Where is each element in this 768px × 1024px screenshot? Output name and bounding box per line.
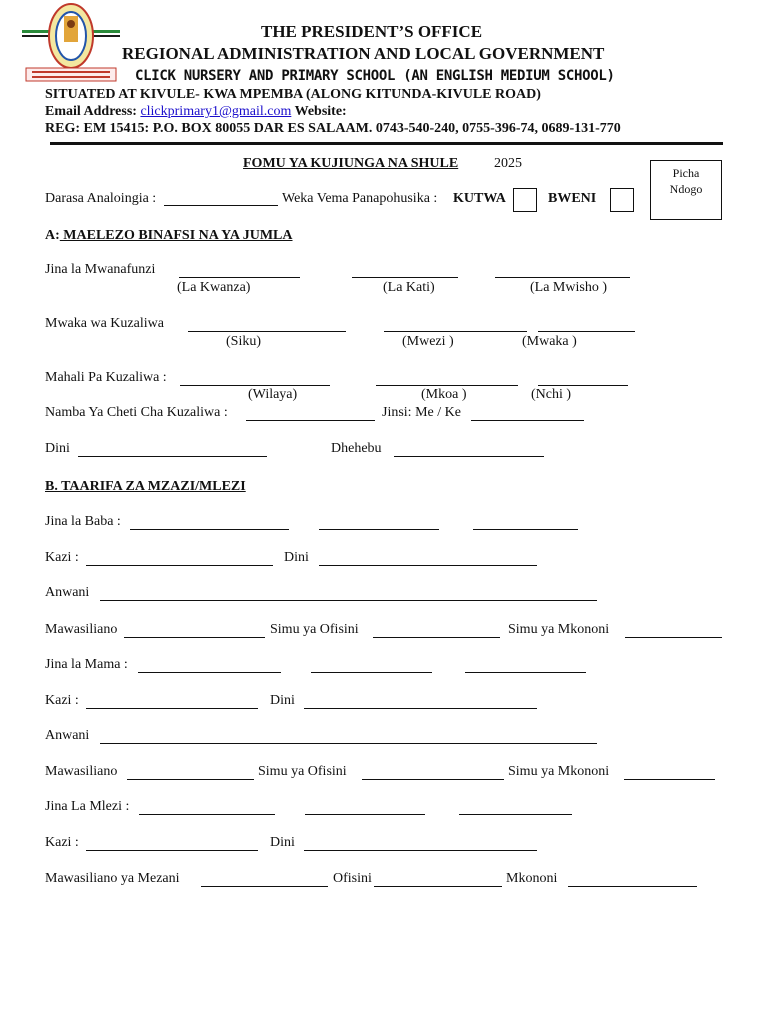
father-name-field-1[interactable] xyxy=(130,529,289,530)
middle-name-field[interactable] xyxy=(352,277,458,278)
mother-name-field-1[interactable] xyxy=(138,672,281,673)
mark-label: Weka Vema Panapohusika : xyxy=(282,191,438,206)
website-label: Website: xyxy=(294,104,347,119)
father-office-phone-label: Simu ya Ofisini xyxy=(270,622,359,637)
gender-field[interactable] xyxy=(471,420,584,421)
mother-mobile-field[interactable] xyxy=(624,779,715,780)
header-school: CLICK NURSERY AND PRIMARY SCHOOL (AN ENGLISH MEDIUM SCHOOL) xyxy=(135,68,615,84)
mother-office-phone-label: Simu ya Ofisini xyxy=(258,764,347,779)
guardian-mobile-field[interactable] xyxy=(568,886,697,887)
first-name-field[interactable] xyxy=(179,277,300,278)
middle-name-caption: (La Kati) xyxy=(383,280,435,295)
guardian-job-field[interactable] xyxy=(86,850,258,851)
birth-year-field[interactable] xyxy=(538,331,635,332)
guardian-label: Jina La Mlezi : xyxy=(45,799,130,814)
mother-label: Jina la Mama : xyxy=(45,657,128,672)
header-ministry: REGIONAL ADMINISTRATION AND LOCAL GOVERNMENT xyxy=(122,44,605,63)
country-caption: (Nchi ) xyxy=(531,387,572,402)
guardian-name-field-1[interactable] xyxy=(139,814,275,815)
denomination-label: Dhehebu xyxy=(331,441,382,456)
father-address-field[interactable] xyxy=(100,600,597,601)
header-situated: SITUATED AT KIVULE- KWA MPEMBA (ALONG KITUNDA-KIVULE ROAD) xyxy=(45,87,541,102)
father-mobile-field[interactable] xyxy=(625,637,722,638)
guardian-office-label: Ofisini xyxy=(333,871,372,886)
header-divider xyxy=(50,142,723,145)
form-title-text: FOMU YA KUJIUNGA NA SHULE xyxy=(243,156,459,171)
father-contact-label: Mawasiliano xyxy=(45,622,118,637)
birth-month-caption: (Mwezi ) xyxy=(402,334,454,349)
mother-address-label: Anwani xyxy=(45,728,90,743)
father-address-label: Anwani xyxy=(45,585,90,600)
father-mobile-label: Simu ya Mkononi xyxy=(508,622,610,637)
school-logo xyxy=(22,2,120,82)
father-contact-field[interactable] xyxy=(124,637,265,638)
region-field[interactable] xyxy=(376,385,518,386)
header-reg: REG: EM 15415: P.O. BOX 80055 DAR ES SALAAM. 0743-540-240, 0755-396-74, 0689-131-770 xyxy=(45,121,621,136)
country-field[interactable] xyxy=(538,385,628,386)
mother-office-phone-field[interactable] xyxy=(362,779,504,780)
photo-label-1: Picha xyxy=(672,166,700,180)
mother-religion-label: Dini xyxy=(270,693,295,708)
certificate-label: Namba Ya Cheti Cha Kuzaliwa : xyxy=(45,405,228,420)
father-religion-field[interactable] xyxy=(319,565,537,566)
photo-box xyxy=(650,160,722,220)
religion-field[interactable] xyxy=(78,456,267,457)
mother-name-field-2[interactable] xyxy=(311,672,432,673)
boarding-checkbox[interactable] xyxy=(610,188,634,212)
birth-day-field[interactable] xyxy=(188,331,346,332)
religion-label: Dini xyxy=(45,441,70,456)
boarding-option-label: BWENI xyxy=(548,191,597,206)
region-caption: (Mkoa ) xyxy=(421,387,467,402)
birth-year-label: Mwaka wa Kuzaliwa xyxy=(45,316,164,331)
mother-contact-field[interactable] xyxy=(127,779,254,780)
birth-month-field[interactable] xyxy=(384,331,527,332)
father-name-field-2[interactable] xyxy=(319,529,439,530)
guardian-landline-label: Mawasiliano ya Mezani xyxy=(45,871,180,886)
guardian-office-field[interactable] xyxy=(374,886,502,887)
birth-year-caption: (Mwaka ) xyxy=(522,334,577,349)
district-caption: (Wilaya) xyxy=(248,387,298,402)
last-name-field[interactable] xyxy=(495,277,630,278)
day-checkbox[interactable] xyxy=(513,188,537,212)
district-field[interactable] xyxy=(180,385,330,386)
mother-religion-field[interactable] xyxy=(304,708,537,709)
header-office: THE PRESIDENT’S OFFICE xyxy=(261,22,483,41)
photo-label-2: Ndogo xyxy=(669,182,703,196)
mother-name-field-3[interactable] xyxy=(465,672,586,673)
guardian-religion-label: Dini xyxy=(270,835,295,850)
guardian-name-field-3[interactable] xyxy=(459,814,572,815)
guardian-religion-field[interactable] xyxy=(304,850,537,851)
father-label: Jina la Baba : xyxy=(45,514,121,529)
father-job-field[interactable] xyxy=(86,565,273,566)
birth-day-caption: (Siku) xyxy=(226,334,261,349)
mother-contact-label: Mawasiliano xyxy=(45,764,118,779)
father-religion-label: Dini xyxy=(284,550,309,565)
denomination-field[interactable] xyxy=(394,456,544,457)
first-name-caption: (La Kwanza) xyxy=(177,280,251,295)
guardian-name-field-2[interactable] xyxy=(305,814,425,815)
section-a-title xyxy=(45,228,293,244)
last-name-caption: (La Mwisho ) xyxy=(530,280,607,295)
section-b-title: B. TAARIFA ZA MZAZI/MLEZI xyxy=(45,479,246,494)
class-label: Darasa Analoingia : xyxy=(45,191,157,206)
birth-place-label: Mahali Pa Kuzaliwa : xyxy=(45,370,167,385)
class-field[interactable] xyxy=(164,205,278,206)
student-name-label: Jina la Mwanafunzi xyxy=(45,262,156,277)
email-link[interactable]: clickprimary1@gmail.com xyxy=(140,104,292,119)
father-name-field-3[interactable] xyxy=(473,529,578,530)
mother-address-field[interactable] xyxy=(100,743,597,744)
form-year: 2025 xyxy=(494,156,522,171)
guardian-job-label: Kazi : xyxy=(45,835,79,850)
guardian-mobile-label: Mkononi xyxy=(506,871,558,886)
father-job-label: Kazi : xyxy=(45,550,79,565)
father-office-phone-field[interactable] xyxy=(373,637,500,638)
mother-job-field[interactable] xyxy=(86,708,258,709)
guardian-landline-field[interactable] xyxy=(201,886,328,887)
section-a-heading: MAELEZO BINAFSI NA YA JUMLA xyxy=(59,228,293,243)
mother-job-label: Kazi : xyxy=(45,693,79,708)
gender-label: Jinsi: Me / Ke xyxy=(382,405,461,420)
header-email-row xyxy=(45,104,347,120)
day-option-label: KUTWA xyxy=(453,191,506,206)
certificate-field[interactable] xyxy=(246,420,375,421)
email-label: Email Address: xyxy=(45,104,137,119)
form-title xyxy=(243,156,458,172)
section-a-prefix: A: xyxy=(45,228,60,243)
mother-mobile-label: Simu ya Mkononi xyxy=(508,764,610,779)
